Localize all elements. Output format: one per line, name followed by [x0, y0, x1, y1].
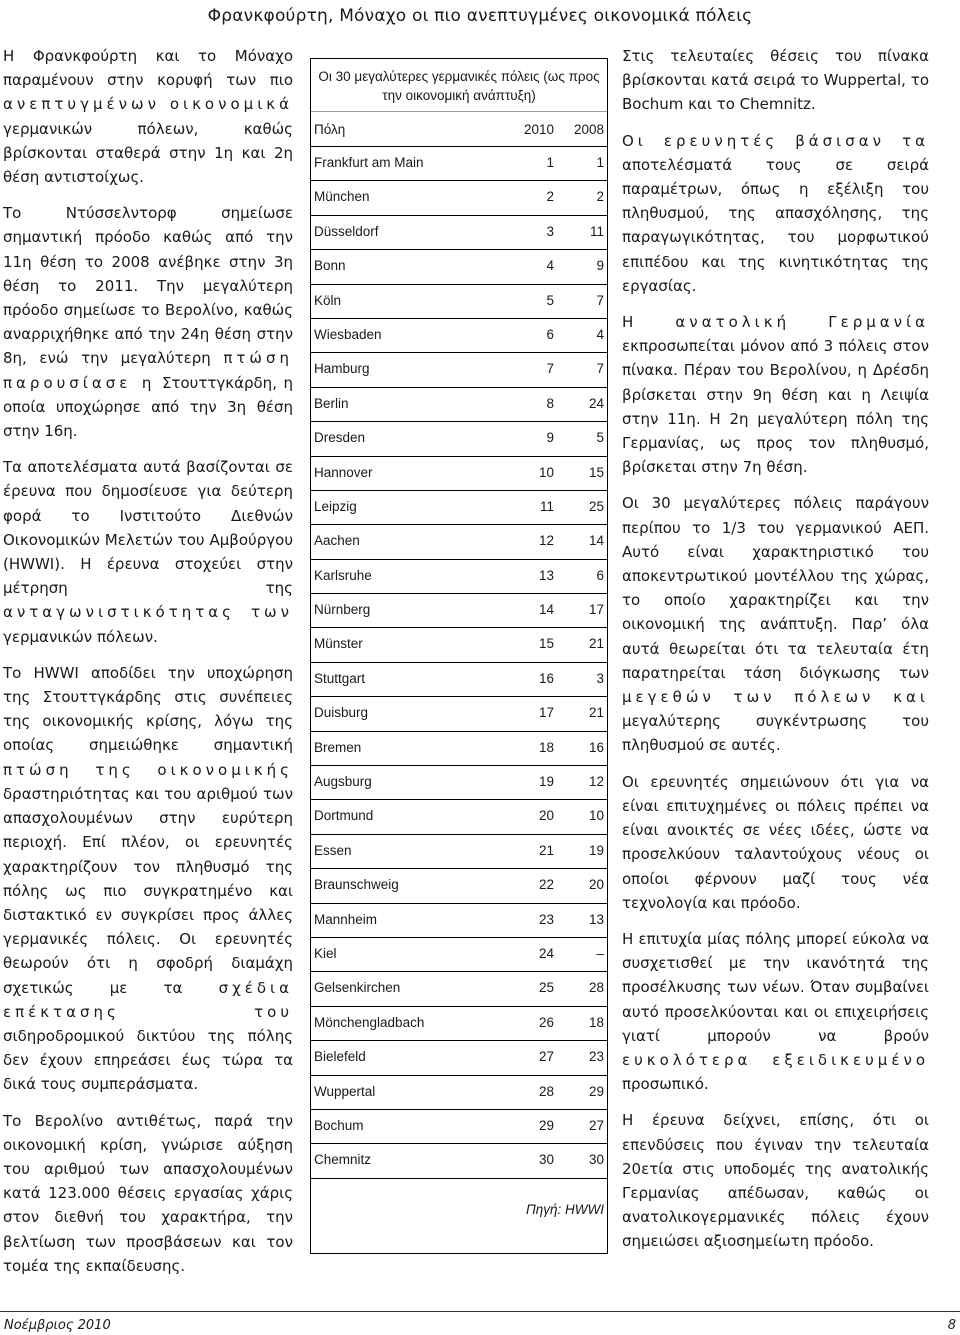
left-paragraph-5: Το Βερολίνο αντιθέτως, παρά την οικονομική κρίση, γνώρισε αύξηση του αριθμού των απασχολουμένων κατά 123.000 θέσεις εργασίας χάρις στον διεθνή του χαρακτήρα, την βελτίωση των προσβάσεων και τον τομέα της εκπαίδευσης.: [3, 1111, 293, 1275]
table-row: [311, 1041, 607, 1075]
cell-rank-2010: 16: [538, 670, 554, 686]
cell-rank-2008: 20: [588, 877, 604, 893]
cell-city: Bochum: [314, 1117, 364, 1133]
cell-rank-2008: 24: [588, 395, 604, 411]
cell-city: Bonn: [314, 258, 346, 274]
table-row: [311, 697, 607, 731]
cell-city: Hamburg: [314, 361, 370, 377]
table-row: [311, 937, 607, 971]
cell-rank-2008: 15: [588, 464, 604, 480]
table-header-row: [311, 112, 607, 147]
table-row: [311, 1006, 607, 1040]
cell-city: Augsburg: [314, 774, 372, 790]
cell-city: Mönchengladbach: [314, 1014, 425, 1030]
cell-city: Essen: [314, 842, 352, 858]
table-row: [311, 766, 607, 800]
table-row: [311, 972, 607, 1006]
right-paragraph-7: Η έρευνα δείχνει, επίσης, ότι οι επενδύσεις που έγιναν την τελευταία 20ετία στις υποδομές της ανατολικής Γερμανίας απέδωσαν, καθώς οι ανατολικογερμανικές πόλεις έχουν σημειώσει αξιοσημείωτη πρόοδο.: [622, 1111, 929, 1251]
cell-rank-2010: 9: [546, 430, 554, 446]
cell-city: Berlin: [314, 395, 349, 411]
cell-rank-2010: 22: [538, 877, 554, 893]
footer-date: Νοέμβριος 2010: [4, 1318, 111, 1333]
cell-rank-2010: 19: [538, 774, 554, 790]
page-title: Φρανκφούρτη, Μόναχο οι πιο ανεπτυγμένες οικονομικά πόλεις: [207, 6, 753, 26]
table-title: Οι 30 μεγαλύτερες γερμανικές πόλεις (ως προς την οικονομική ανάπτυξη): [318, 69, 600, 103]
cell-city: Stuttgart: [314, 670, 366, 686]
cell-city: Bremen: [314, 739, 362, 755]
cell-rank-2010: 20: [538, 808, 554, 824]
table-row: [311, 869, 607, 903]
cell-city: Gelsenkirchen: [314, 980, 401, 996]
left-paragraph-4: Το HWWI αποδίδει την υποχώρηση της Στουττγκάρδης στις συνέπειες της οικονομικής κρίσης, λόγω της οποίας σημειώθηκε σημαντική πτώση της οικονομικής δραστηριότητας και του αριθμού των απασχολουμένων στην ευρύτερη περιοχή. Επί πλέον, οι ερευνητές χαρακτηρίζουν τον πληθυσμό της πόλης ως πιο συγκρατημένο και διστακτικό εν συγκρίσει προς άλλες γερμανικές πόλεις. Οι ερευνητές θεωρούν ότι η σφοδρή διαμάχη σχετικώς με τα σχέδια επέκτασης του σιδηροδρομικού δικτύου της πόλης δεν έχουν επηρεάσει έως τώρα τα δικά τους συμπεράσματα.: [3, 663, 293, 1094]
cell-rank-2010: 21: [538, 842, 554, 858]
cell-rank-2008: 2: [596, 189, 604, 205]
cell-rank-2008: 17: [588, 602, 604, 618]
cell-city: Dresden: [314, 430, 366, 446]
rankings-table: [311, 111, 607, 1179]
cell-rank-2010: 23: [538, 911, 554, 927]
cell-rank-2008: 14: [588, 533, 604, 549]
cell-rank-2010: 18: [538, 739, 554, 755]
cell-city: Dortmund: [314, 808, 374, 824]
cell-rank-2010: 13: [538, 567, 554, 583]
cell-city: Chemnitz: [314, 1152, 372, 1168]
cell-rank-2010: 5: [546, 292, 554, 308]
table-source: Πηγή: HWWI: [525, 1202, 604, 1217]
cell-city: Karlsruhe: [314, 567, 372, 583]
cell-rank-2010: 25: [538, 980, 554, 996]
table-row: [311, 834, 607, 868]
table-row: [311, 284, 607, 318]
table-row: [311, 1109, 607, 1143]
cell-rank-2010: 14: [538, 602, 554, 618]
rankings-table-box: [310, 58, 608, 1254]
cell-rank-2010: 11: [539, 498, 554, 514]
cell-rank-2008: 11: [589, 223, 604, 239]
table-row: [311, 731, 607, 765]
cell-rank-2008: 5: [596, 430, 604, 446]
right-paragraph-4: Οι 30 μεγαλύτερες πόλεις παράγουν περίπου το 1/3 του γερμανικού ΑΕΠ. Αυτό είναι χαρακτηριστικό του αποκεντρωτικού μοντέλλου της χώρας, το οποίο χαρακτηρίζει και την οικονομική της ανάπτυξη. Παρ’ όλα αυτά θεωρείται ότι τα τελευταία έτη παρατηρείται τάση διόγκωσης των μεγεθών των πόλεων και μεγαλύτερης συγκέντρωσης του πληθυσμού σε αυτές.: [622, 494, 929, 755]
cell-city: Bielefeld: [314, 1049, 366, 1065]
left-paragraph-3: Τα αποτελέσματα αυτά βασίζονται σε έρευνα που δημοσίευσε για δεύτερη φορά το Ινστιτούτο Διεθνών Οικονομικών Μελετών του Αμβούργου (HWWI). Η έρευνα στοχεύει στην μέτρηση της ανταγωνιστικότητας των γερμανικών πόλεων.: [3, 458, 293, 646]
right-paragraph-5: Οι ερευνητές σημειώνουν ότι για να είναι επιτυχημένες οι πόλεις πρέπει να είναι ανοικτές σε νέες ιδέες, ώστε να προσελκύουν ταλαντούχους νέους οι οποίοι φέρνουν μαζί τους νέα τεχνολογία και πρόοδο.: [622, 772, 929, 912]
cell-rank-2010: 17: [538, 705, 554, 721]
cell-rank-2008: 30: [588, 1152, 604, 1168]
cell-city: Braunschweig: [314, 877, 399, 893]
cell-rank-2008: 6: [596, 567, 604, 583]
cell-rank-2010: 7: [546, 361, 554, 377]
table-row: [311, 147, 607, 181]
cell-rank-2010: 28: [538, 1083, 554, 1099]
cell-rank-2008: 19: [588, 842, 604, 858]
cell-rank-2008: –: [596, 945, 604, 961]
cell-rank-2008: 23: [588, 1049, 604, 1065]
right-paragraph-3: Η ανατολική Γερμανία εκπροσωπείται μόνον από 3 πόλεις στον πίνακα. Πέραν του Βερολίνου, η Δρέσδη βρίσκεται στην 9η θέση και η Λειψία στην 11η. Η 2η μεγαλύτερη πόλη της Γερμανίας, ως προς τον πληθυσμό, βρίσκεται στην 7η θέση.: [622, 313, 929, 477]
cell-city: Duisburg: [314, 705, 369, 721]
cell-city: Wiesbaden: [314, 326, 382, 342]
cell-rank-2010: 29: [538, 1117, 554, 1133]
table-row: [311, 628, 607, 662]
table-row: [311, 903, 607, 937]
cell-rank-2008: 9: [596, 258, 604, 274]
cell-city: Köln: [314, 292, 342, 308]
cell-rank-2010: 26: [538, 1014, 554, 1030]
table-row: [311, 594, 607, 628]
cell-city: Kiel: [314, 945, 337, 961]
cell-rank-2010: 4: [546, 258, 554, 274]
table-row: [311, 662, 607, 696]
cell-city: Aachen: [314, 533, 360, 549]
left-paragraph-1: Η Φρανκφούρτη και το Μόναχο παραμένουν στην κορυφή των πιο ανεπτυγμένων οικονομικά γερμανικών πόλεων, καθώς βρίσκονται σταθερά στην 1η και 2η θέση αντιστοίχως.: [3, 47, 293, 187]
cell-rank-2008: 25: [588, 498, 604, 514]
table-row: [311, 422, 607, 456]
cell-rank-2010: 24: [538, 945, 554, 961]
table-row: [311, 181, 607, 215]
cell-rank-2008: 4: [596, 326, 604, 342]
cell-rank-2010: 10: [538, 464, 554, 480]
table-row: [311, 1075, 607, 1109]
cell-rank-2010: 30: [538, 1152, 554, 1168]
cell-rank-2010: 6: [546, 326, 554, 342]
cell-rank-2010: 12: [538, 533, 554, 549]
footer-divider: [0, 1311, 960, 1312]
table-row: [311, 559, 607, 593]
cell-city: Frankfurt am Main: [314, 155, 424, 170]
cell-rank-2008: 13: [588, 911, 604, 927]
cell-city: Düsseldorf: [314, 223, 379, 239]
cell-rank-2010: 15: [538, 636, 554, 652]
table-row: [311, 387, 607, 421]
left-paragraph-2: Το Ντύσσελντορφ σημείωσε σημαντική πρόοδο καθώς από την 11η θέση το 2008 ανέβηκε στην 3η θέση το 2011. Την μεγαλύτερη πρόοδο σημείωσε το Βερολίνο, καθώς αναρριχήθηκε από την 24η θέση στην 8η, ενώ την μεγαλύτερη πτώση παρουσίασε η Στουττγκάρδη, η οποία υποχώρησε από την 3η θέση στην 16η.: [3, 204, 293, 441]
table-row: [311, 800, 607, 834]
cell-city: Münster: [314, 636, 363, 652]
table-row: [311, 353, 607, 387]
cell-city: Mannheim: [314, 911, 378, 927]
table-row: [311, 318, 607, 352]
cell-rank-2010: 1: [546, 155, 554, 170]
right-paragraph-6: Η επιτυχία μίας πόλης μπορεί εύκολα να συσχετισθεί με την ικανότητά της προσέλκυσης των νέων. Όταν συμβαίνει αυτό προσελκύονται και οι επιχειρήσεις γιατί μπορούν να βρούν ευκολότερα εξειδικευμένο προσωπικό.: [622, 929, 929, 1094]
cell-city: Nürnberg: [314, 602, 371, 618]
cell-rank-2010: 3: [546, 223, 554, 239]
cell-rank-2008: 3: [596, 670, 604, 686]
right-column: [622, 44, 929, 1266]
table-row: [311, 215, 607, 249]
right-paragraph-2: Οι ερευνητές βάσισαν τα αποτελέσματά τους σε σειρά παραμέτρων, όπως η εξέλιξη του πληθυσμού, της απασχόλησης, της παραγωγικότητας, του μορφωτικού επιπέδου και της κινητικότητας της εργασίας.: [622, 131, 929, 295]
cell-city: Hannover: [314, 464, 373, 480]
cell-rank-2008: 18: [588, 1014, 604, 1030]
cell-rank-2008: 27: [588, 1117, 604, 1133]
right-paragraph-1: Στις τελευταίες θέσεις του πίνακα βρίσκονται κατά σειρά το Wuppertal, το Bochum και το Chemnitz.: [622, 47, 929, 114]
cell-city: Wuppertal: [314, 1083, 376, 1099]
page-number: 8: [947, 1318, 956, 1333]
cell-rank-2008: 1: [596, 155, 604, 170]
table-row: [311, 525, 607, 559]
header-city: Πόλη: [311, 112, 507, 147]
cell-rank-2008: 7: [596, 361, 604, 377]
cell-city: Leipzig: [314, 498, 357, 514]
cell-rank-2010: 8: [546, 395, 554, 411]
cell-rank-2008: 10: [588, 808, 604, 824]
cell-rank-2008: 21: [588, 636, 604, 652]
cell-rank-2010: 27: [538, 1049, 554, 1065]
table-row: [311, 1144, 607, 1178]
table-row: [311, 456, 607, 490]
cell-rank-2008: 7: [596, 292, 604, 308]
table-row: [311, 490, 607, 524]
cell-rank-2008: 28: [588, 980, 604, 996]
cell-rank-2008: 12: [588, 774, 604, 790]
table-row: [311, 250, 607, 284]
cell-rank-2008: 29: [588, 1083, 604, 1099]
cell-rank-2010: 2: [546, 189, 554, 205]
header-2010: 2010: [507, 112, 557, 147]
cell-rank-2008: 21: [588, 705, 604, 721]
left-column: [3, 44, 293, 1290]
cell-city: München: [314, 189, 370, 205]
header-2008: 2008: [557, 112, 607, 147]
cell-rank-2008: 16: [588, 739, 604, 755]
